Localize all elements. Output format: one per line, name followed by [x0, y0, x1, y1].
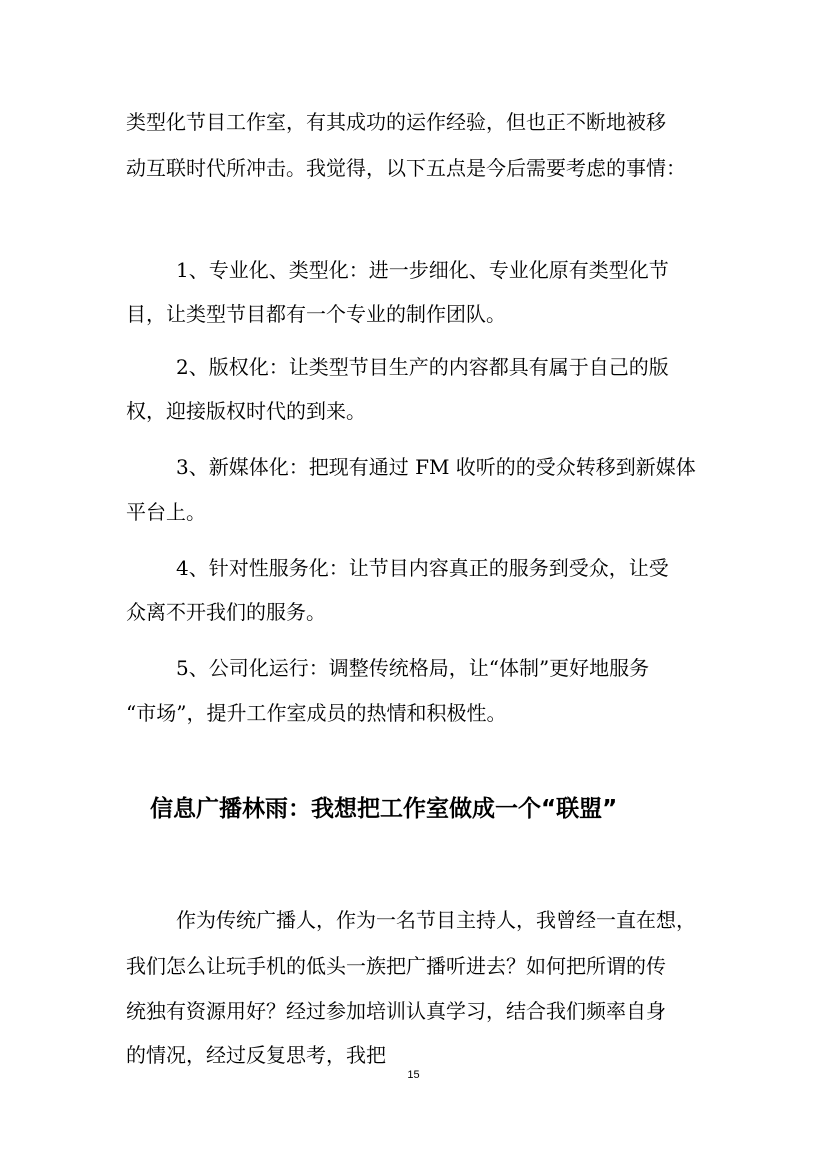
- section-heading: 信息广播林雨：我想把工作室做成一个“联盟”: [150, 796, 618, 822]
- point-4-line-1: 4、针对性服务化：让节目内容真正的服务到受众，让受: [176, 556, 669, 580]
- point-3-line-2: 平台上。: [126, 500, 206, 524]
- point-5-line-1: 5、公司化运行：调整传统格局，让“体制”更好地服务: [176, 656, 650, 680]
- closing-line-3: 统独有资源用好？经过参加培训认真学习，结合我们频率自身: [126, 999, 666, 1023]
- point-2-line-1: 2、版权化：让类型节目生产的内容都具有属于自己的版: [176, 355, 669, 379]
- closing-line-2: 我们怎么让玩手机的低头一族把广播听进去？如何把所谓的传: [126, 954, 666, 978]
- page-number: 15: [407, 1069, 420, 1081]
- closing-line-4: 的情况，经过反复思考，我把: [126, 1043, 386, 1067]
- point-1-line-1: 1、专业化、类型化：进一步细化、专业化原有类型化节: [176, 258, 669, 282]
- intro-line-1: 类型化节目工作室，有其成功的运作经验，但也正不断地被移: [126, 110, 666, 134]
- point-2-line-2: 权，迎接版权时代的到来。: [126, 399, 366, 423]
- point-4-line-2: 众离不开我们的服务。: [126, 600, 326, 624]
- point-3-line-1: 3、新媒体化：把现有通过 FM 收听的的受众转移到新媒体: [176, 455, 696, 479]
- intro-line-2: 动互联时代所冲击。我觉得，以下五点是今后需要考虑的事情：: [126, 156, 686, 180]
- closing-line-1: 作为传统广播人，作为一名节目主持人，我曾经一直在想，: [176, 908, 696, 932]
- point-1-line-2: 目，让类型节目都有一个专业的制作团队。: [126, 302, 506, 326]
- point-5-line-2: “市场”，提升工作室成员的热情和积极性。: [126, 701, 507, 725]
